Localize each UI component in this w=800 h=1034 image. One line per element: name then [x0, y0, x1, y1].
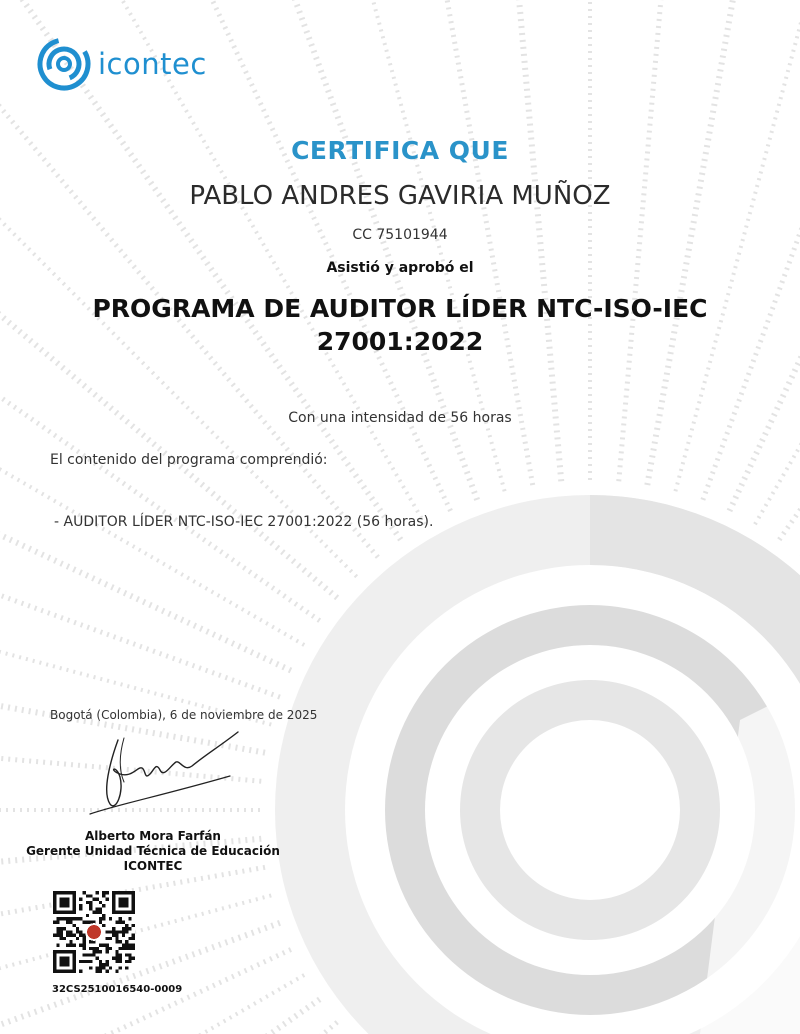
signer-block [8, 829, 298, 874]
program-title: PROGRAMA DE AUDITOR LÍDER NTC-ISO-IEC 27001:2022 [92, 294, 708, 356]
place-date: Bogotá (Colombia), 6 de noviembre de 2025 [50, 708, 318, 722]
signature [80, 722, 260, 832]
attended-text: Asistió y aprobó el [326, 260, 474, 276]
id-document: CC 75101944 [352, 227, 448, 243]
background-ray [0, 303, 291, 671]
qr-center-badge-icon [86, 924, 102, 940]
logo-text: icontec [98, 46, 207, 81]
recipient-name: PABLO ANDRES GAVIRIA MUÑOZ [189, 181, 611, 211]
certificate-code: 32CS2510016540-0009 [52, 984, 183, 995]
background-ray [0, 1022, 337, 1034]
background-ray [0, 895, 271, 1034]
signer-title: Gerente Unidad Técnica de Educación ICONTEC [26, 844, 280, 873]
icontec-logo [36, 36, 207, 92]
qr-code [53, 891, 135, 973]
intensity-text: Con una intensidad de 56 horas [288, 410, 512, 426]
content-intro: El contenido del programa comprendió: [50, 452, 328, 468]
certificate-heading: CERTIFICA QUE [291, 136, 509, 165]
signer-name: Alberto Mora Farfán [85, 829, 221, 843]
icontec-logo-icon [36, 36, 92, 92]
content-item: - AUDITOR LÍDER NTC-ISO-IEC 27001:2022 (56 horas). [54, 514, 434, 530]
background-ray [0, 923, 280, 1034]
